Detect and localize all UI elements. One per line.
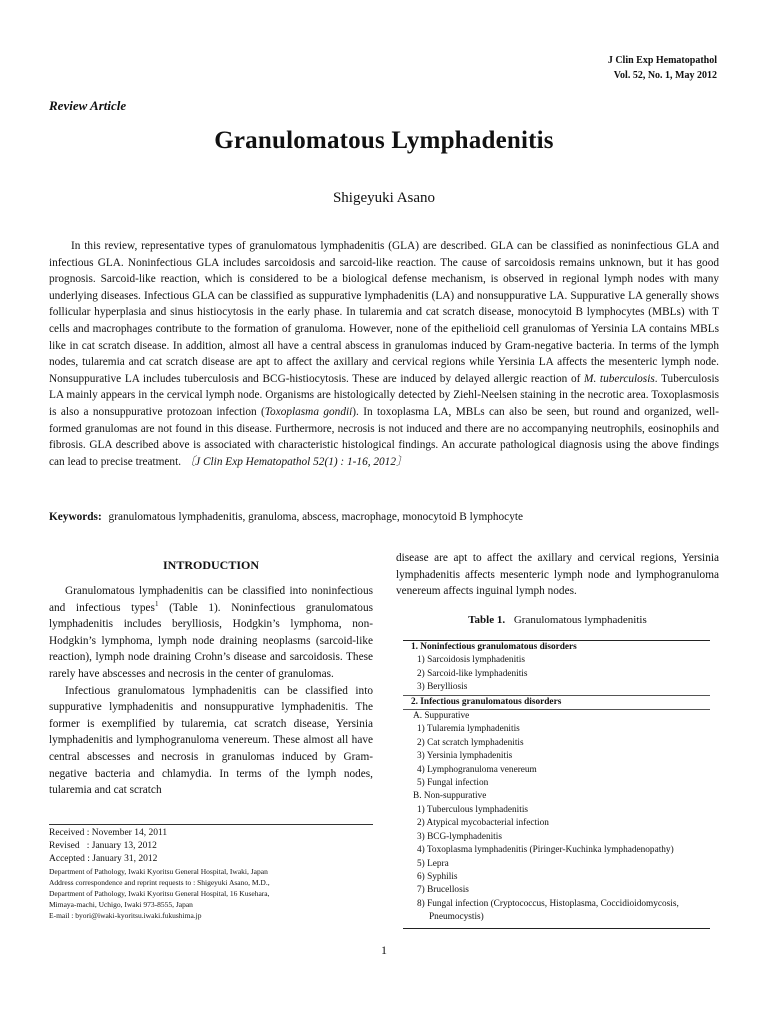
email: E-mail : byori@iwaki-kyoritsu.iwaki.fukushima.jp (49, 911, 202, 920)
abstract-text-2: . Tuberculosis LA mainly appears in the cervical lymph node. Organisms are histologically detected by Ziehl-Neelsen staining in the necrotic area. Toxoplasmosis is also a nonsuppurative protozoan infection ( (49, 372, 719, 418)
table-row: 8) Fungal infection (Cryptococcus, Histoplasma, Coccidioidomycosis, (417, 898, 679, 909)
intro-paragraph-3: disease are apt to affect the axillary and cervical regions, Yersinia lymphadenitis affects mesenteric lymph node and lymphogranuloma venereum affects inguinal lymph nodes. (396, 552, 719, 598)
intro-paragraph-1 (49, 583, 373, 683)
address-line-1: Address correspondence and reprint requests to : Shigeyuki Asano, M.D., (49, 878, 270, 887)
author-name: Shigeyuki Asano (332, 190, 436, 206)
table-row-continuation: Pneumocystis) (429, 912, 484, 923)
accepted-date: Accepted : January 31, 2012 (49, 854, 158, 864)
abstract-text-1: In this review, representative types of granulomatous lymphadenitis (GLA) are described. GLA can be classified as noninfectious GLA and infectious GLA. Noninfectious GLA includes sarcoidosis and sarcoid-like reaction. The cause of sarcoidosis remains unknown, but it has good prognosis. Sarcoid-like reaction, which is considered to be a biological defense mechanism, is observed in regional lymph nodes with many underlying diseases. Infectious GLA can be classified as suppurative lymphadenitis (LA) and nonsuppurative LA. Suppurative LA generally shows follicular hyperplasia and sinus histiocytosis in the early phase. In tularemia and cat scratch disease, monocytoid B lymphocytes (MBLs) with T cells and macrophages contribute to the formation of granuloma. However, none of the epithelioid cell granulomas of Yersinia LA contains MBLs like in cat scratch disease. In addition, almost all have a central abscess in granulomas induced by Gram-negative bacteria. In terms of the lymph nodes, tularemia and cat scratch disease are apt to affect the axillary and cervical regions while Yersinia LA affects the mesenteric lymph node. Nonsuppurative LA includes tuberculosis and BCG-histiocytosis. These are induced by delayed allergic reaction of (49, 240, 719, 385)
table-row: 4) Toxoplasma lymphadenitis (Piringer-Kuchinka lymphadenopathy) (417, 845, 674, 856)
table-rule-bottom (403, 928, 710, 929)
table-row: 3) Yersinia lymphadenitis (417, 751, 513, 762)
table-row: 3) BCG-lymphadenitis (417, 831, 502, 842)
page-title: Granulomatous Lymphadenitis (214, 127, 554, 154)
table-row: 5) Fungal infection (417, 778, 489, 789)
table-1 (403, 640, 710, 929)
table-row: 6) Syphilis (417, 871, 458, 882)
keywords-label: Keywords: (49, 511, 102, 523)
received-date: Received : November 14, 2011 (49, 828, 168, 838)
article-type: Review Article (49, 98, 127, 113)
abstract-citation: 〔J Clin Exp Hematopathol 52(1) : 1-16, 2012〕 (183, 455, 408, 468)
abstract (49, 238, 719, 470)
journal-header (608, 53, 717, 83)
right-column (396, 550, 719, 600)
table-subgroup-heading: B. Non-suppurative (413, 791, 487, 802)
page-number: 1 (381, 943, 387, 957)
abstract-paragraph (49, 238, 719, 470)
intro-p1-text-b: (Table 1). Noninfectious granulomatous lymphadenitis includes berylliosis, Hodgkin’s lymphoma, non-Hodgkin’s lymphoma, lymph node draining neoplasms (sarcoid-like reaction), lymph node draining Crohn’s disease and sarcoidosis. These rarely have abscesses and necrosis in the center of granulomas. (49, 601, 373, 680)
table-row: 2) Cat scratch lymphadenitis (417, 737, 524, 748)
journal-name: J Clin Exp Hematopathol (607, 55, 717, 66)
table-row: 2) Atypical mycobacterial infection (417, 818, 549, 829)
table-title: Granulomatous lymphadenitis (513, 614, 647, 626)
table-row: 1) Tuberculous lymphadenitis (417, 804, 529, 815)
table-row: 7) Brucellosis (417, 885, 469, 896)
table-row: 1) Sarcoidosis lymphadenitis (417, 655, 525, 666)
table-group-heading: 2. Infectious granulomatous disorders (411, 696, 562, 707)
keywords-text: granulomatous lymphadenitis, granuloma, abscess, macrophage, monocytoid B lymphocyte (108, 511, 523, 523)
section-heading-introduction: INTRODUCTION (162, 558, 259, 572)
abstract-italic-2: Toxoplasma gondii (264, 405, 353, 418)
revised-date: Revised : January 13, 2012 (49, 841, 157, 851)
intro-p1-text-a: Granulomatous lymphadenitis can be classified into noninfectious and infectious types (49, 585, 373, 614)
table-row: 5) Lepra (417, 858, 449, 869)
footnote (49, 824, 373, 921)
abstract-italic-1: M. tuberculosis (584, 372, 655, 385)
abstract-text-3: ). In toxoplasma LA, MBLs can also be seen, but round and organized, well-formed granulomas are not found in this disease. Furthermore, necrosis is not induced and there are no accompanying neutrophils, eosinophils and fibrosis. GLA described above is associated with characteristic histological findings. An accurate pathological diagnosis using the above findings can lead to precise treatment. (49, 405, 719, 468)
table-row: 2) Sarcoid-like lymphadenitis (417, 668, 528, 679)
address-line-2: Department of Pathology, Iwaki Kyoritsu General Hospital, 16 Kusehara, (49, 889, 270, 898)
keywords (49, 511, 719, 523)
affiliation: Department of Pathology, Iwaki Kyoritsu General Hospital, Iwaki, Japan (49, 867, 268, 876)
table-caption (396, 614, 719, 626)
table-row: 3) Berylliosis (417, 682, 468, 693)
reference-superscript: 1 (154, 599, 159, 608)
address-line-3: Mimaya-machi, Uchigo, Iwaki 973-8555, Japan (49, 900, 193, 909)
table-subgroup-heading: A. Suppurative (413, 711, 470, 722)
left-column (49, 558, 373, 799)
table-row: 4) Lymphogranuloma venereum (417, 764, 537, 775)
table-group-heading: 1. Noninfectious granulomatous disorders (411, 642, 577, 652)
intro-paragraph-2: Infectious granulomatous lymphadenitis can be classified into suppurative lymphadenitis and nonsuppurative lymphadenitis. The former is exemplified by tularemia, cat scratch disease, Yersinia lymphadenitis and lymphogranuloma venereum. These almost all have central abscesses and necrosis in granulomas induced by Gram-negative bacteria and chlamydia. In terms of the lymph nodes, tularemia and cat scratch (49, 684, 373, 797)
table-row: 1) Tularemia lymphadenitis (417, 724, 520, 735)
journal-volume: Vol. 52, No. 1, May 2012 (613, 70, 717, 81)
table-label: Table 1. (468, 614, 506, 626)
